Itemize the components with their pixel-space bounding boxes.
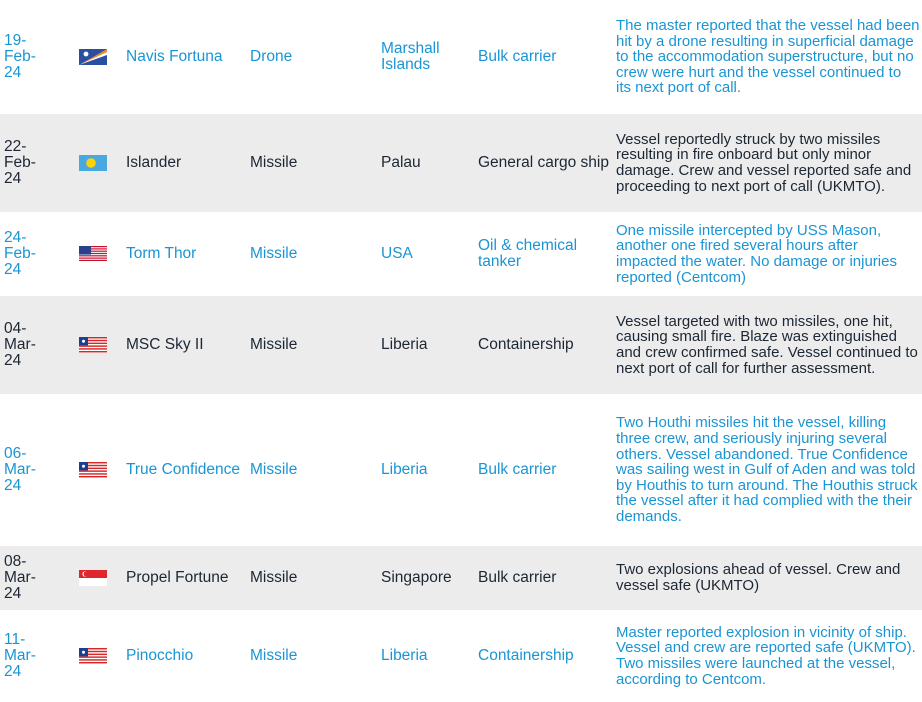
flag-state-cell: Liberia: [381, 461, 428, 478]
vessel-name-cell: Islander: [122, 114, 246, 212]
description-cell: Vessel reportedly struck by two missiles resulting in fire onboard but only minor damage. Crew and vessel reported safe and proceeding to next port of call (UKMTO).: [613, 114, 922, 212]
vessel-name-cell: Propel Fortune: [122, 546, 246, 610]
flag-cell: [64, 610, 122, 702]
description-cell: Vessel targeted with two missiles, one hit, causing small fire. Blaze was extinguished and crew confirmed safe. Vessel continued to next port of call for further assessment.: [613, 296, 922, 394]
liberia-flag-icon: [79, 462, 107, 478]
vessel-name-cell: Navis Fortuna: [126, 48, 223, 65]
ship-type-cell: General cargo ship: [474, 114, 613, 212]
weapon-cell: Missile: [246, 114, 377, 212]
flag-state-cell: Palau: [377, 114, 474, 212]
table-row: [0, 296, 922, 394]
description-cell: The master reported that the vessel had been hit by a drone resulting in superficial damage to the accommodation superstructure, but no crew were hurt and the vessel continued to its next port of call.: [616, 17, 920, 97]
vessel-name-cell: True Confidence: [126, 461, 241, 478]
flag-state-cell: Singapore: [377, 546, 474, 610]
weapon-cell: Missile: [250, 461, 298, 478]
date-cell: 19- Feb- 24: [4, 32, 36, 81]
weapon-cell: Missile: [246, 296, 377, 394]
vessel-name-cell: MSC Sky II: [122, 296, 246, 394]
usa-flag-icon: [79, 246, 107, 262]
ship-type-cell: Oil & chemical tanker: [478, 237, 578, 270]
ship-type-cell: Containership: [474, 296, 613, 394]
ship-type-cell: Bulk carrier: [478, 48, 557, 65]
date-cell: 24- Feb- 24: [4, 229, 36, 278]
date-cell: 11- Mar- 24: [4, 631, 36, 680]
weapon-cell: Drone: [250, 48, 293, 65]
table-row: [0, 0, 922, 114]
marshall-islands-flag-icon: [79, 49, 107, 65]
liberia-flag-icon: [79, 648, 107, 664]
flag-cell: [64, 114, 122, 212]
flag-cell: [64, 212, 122, 296]
liberia-flag-icon: [79, 337, 107, 353]
description-cell: Two explosions ahead of vessel. Crew and vessel safe (UKMTO): [613, 546, 922, 610]
flag-state-cell: Marshall Islands: [381, 40, 440, 73]
ship-type-cell: Containership: [478, 647, 574, 664]
ship-type-cell: Bulk carrier: [474, 546, 613, 610]
date-cell: 22- Feb- 24: [0, 114, 64, 212]
vessel-name-cell: Torm Thor: [126, 245, 197, 262]
flag-state-cell: USA: [381, 245, 413, 262]
table-row: [0, 610, 922, 702]
ship-type-cell: Bulk carrier: [478, 461, 557, 478]
palau-flag-icon: [79, 155, 107, 171]
flag-state-cell: Liberia: [381, 647, 428, 664]
table-row: [0, 212, 922, 296]
flag-cell: [64, 296, 122, 394]
table-row: [0, 546, 922, 610]
table-row: [0, 114, 922, 212]
flag-cell: [64, 394, 122, 546]
date-cell: 06- Mar- 24: [4, 445, 36, 494]
description-cell: Master reported explosion in vicinity of ship. Vessel and crew are reported safe (UKMTO). Two missiles were launched at the vessel, according to Centcom.: [616, 623, 916, 688]
weapon-cell: Missile: [246, 546, 377, 610]
date-cell: 08- Mar- 24: [0, 546, 64, 610]
date-cell: 04- Mar- 24: [0, 296, 64, 394]
flag-cell: [64, 0, 122, 114]
weapon-cell: Missile: [250, 647, 298, 664]
description-cell: One missile intercepted by USS Mason, another one fired several hours after impacted the water. No damage or injuries reported (Centcom): [616, 221, 897, 286]
vessel-name-cell: Pinocchio: [126, 647, 194, 664]
table-row: [0, 394, 922, 546]
singapore-flag-icon: [79, 570, 107, 586]
description-cell: Two Houthi missiles hit the vessel, killing three crew, and seriously injuring several others. Vessel abandoned. True Confidence was sailing west in Gulf of Aden and was told by Houthis to turn around. The Houthis struck the vessel after it had complied with the their demands.: [616, 414, 918, 525]
weapon-cell: Missile: [250, 245, 298, 262]
flag-cell: [64, 546, 122, 610]
flag-state-cell: Liberia: [377, 296, 474, 394]
